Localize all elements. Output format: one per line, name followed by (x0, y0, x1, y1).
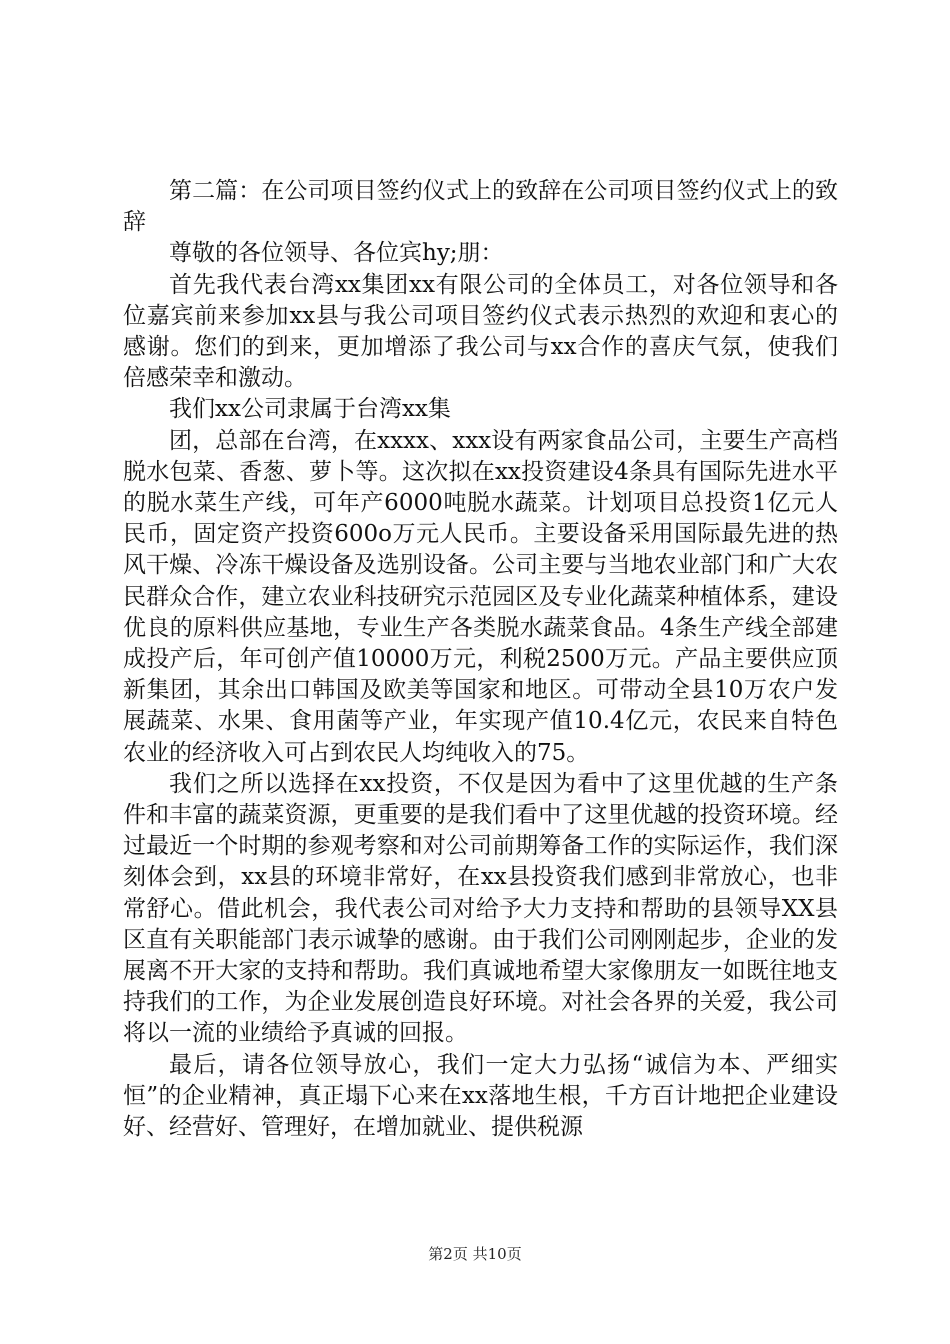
paragraph-company-intro: 我们xx公司隶属于台湾xx集 (169, 396, 451, 423)
paragraph-opening: 首先我代表台湾xx集团xx有限公司的全体员工，对各位领导和各位嘉宾前来参加xx县与我公司项目签约仪式表示热烈的欢迎和衷心的感谢。您们的到来，更加增添了我公司与xx合作的喜庆气氛，使我们倍感荣幸和激动。 (123, 271, 838, 392)
paragraph-title: 第二篇：在公司项目签约仪式上的致辞在公司项目签约仪式上的致辞 (123, 178, 838, 236)
paragraph-salutation: 尊敬的各位领导、各位宾hy;朋： (169, 240, 504, 267)
paragraph-closing: 最后，请各位领导放心，我们一定大力弘扬“诚信为本、严细实恒”的企业精神，真正塌下心来在xx落地生根，千方百计地把企业建设好、经营好、管理好，在增加就业、提供税源 (123, 1051, 838, 1141)
page-number-footer: 第2页 共10页 (428, 1245, 522, 1263)
paragraph-investment-reasons: 我们之所以选择在xx投资，不仅是因为看中了这里优越的生产条件和丰富的蔬菜资源，更重要的是我们看中了这里优越的投资环境。经过最近一个时期的参观考察和对公司前期筹备工作的实际运作，我们深刻体会到，xx县的环境非常好，在xx县投资我们感到非常放心，也非常舒心。借此机会，我代表公司对给予大力支持和帮助的县领导XX县区直有关职能部门表示诚挚的感谢。由于我们公司刚刚起步，企业的发展离不开大家的支持和帮助。我们真诚地希望大家像朋友一如既往地支持我们的工作，为企业发展创造良好环境。对社会各界的关爱，我公司将以一流的业绩给予真诚的回报。 (123, 770, 838, 1047)
paragraph-company-details: 团，总部在台湾，在xxxx、xxx设有两家食品公司，主要生产高档脱水包菜、香葱、萝卜等。这次拟在xx投资建设4条具有国际先进水平的脱水菜生产线，可年产6000吨脱水蔬菜。计划项目总投资1亿元人民币，固定资产投资600o万元人民币。主要设备采用国际最先进的热风干燥、冷冻干燥设备及选别设备。公司主要与当地农业部门和广大农民群众合作，建立农业科技研究示范园区及专业化蔬菜种植体系，建设优良的原料供应基地，专业生产各类脱水蔬菜食品。4条生产线全部建成投产后，年可创产值10000万元，利税2500万元。产品主要供应顶新集团，其余出口韩国及欧美等国家和地区。可带动全县10万农户发展蔬菜、水果、食用菌等产业，年实现产值10.4亿元，农民来自特色农业的经济收入可占到农民人均纯收入的75。 (123, 427, 838, 766)
document-body (123, 176, 838, 1143)
